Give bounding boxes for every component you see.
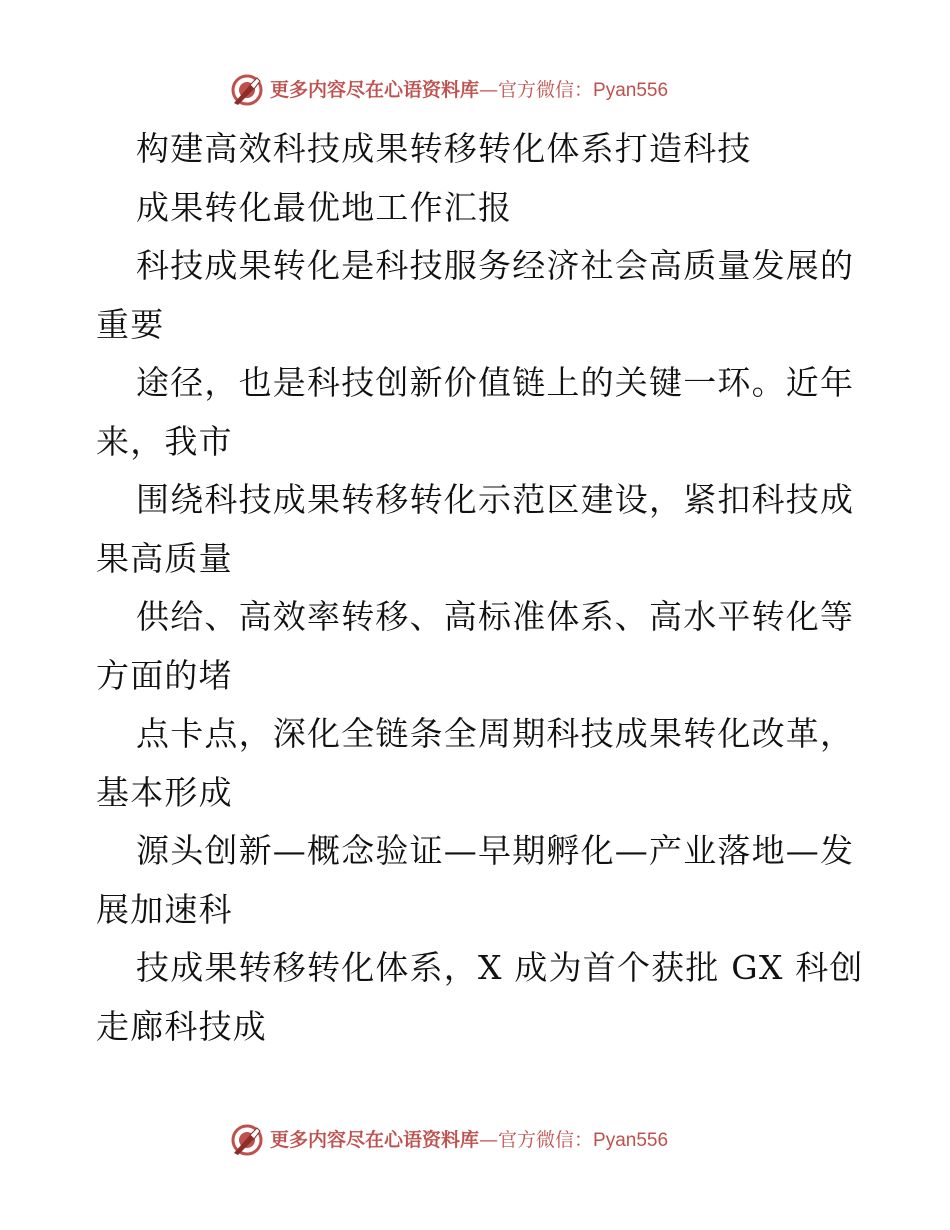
pen-logo-icon <box>230 1123 264 1157</box>
watermark-wechat-label: 官方微信： <box>498 1128 594 1151</box>
title-line-2: 成果转化最优地工作汇报 <box>136 187 513 227</box>
paragraph-line: 果高质量 <box>96 538 233 578</box>
watermark-text <box>270 72 668 109</box>
watermark-wechat-label: 官方微信： <box>498 78 594 101</box>
paragraph-line: 来，我市 <box>96 421 233 461</box>
paragraph-line: 重要 <box>96 304 165 344</box>
watermark-text <box>270 1122 668 1159</box>
paragraph-line: 方面的堵 <box>96 655 233 695</box>
paragraph-line: 科技成果转化是科技服务经济社会高质量发展的 <box>136 246 855 285</box>
watermark-site: 更多内容尽在心语资料库 <box>270 78 480 101</box>
watermark-site: 更多内容尽在心语资料库 <box>270 1128 480 1151</box>
paragraph-line: 源头创新—概念验证—早期孵化—产业落地—发 <box>136 831 855 870</box>
footer-watermark <box>230 1122 750 1158</box>
pen-logo-icon <box>230 73 264 107</box>
document-body <box>96 120 864 1056</box>
paragraph-line: 点卡点，深化全链条全周期科技成果转化改革， <box>136 714 855 753</box>
paragraph-line: 基本形成 <box>96 772 233 812</box>
watermark-dash: — <box>479 78 499 101</box>
watermark-wechat-id: Pyan556 <box>593 79 669 101</box>
title-line-1: 构建高效科技成果转移转化体系打造科技 <box>136 129 752 168</box>
paragraph-line: 走廊科技成 <box>96 1006 267 1046</box>
header-watermark <box>230 72 750 108</box>
paragraph-line: 途径，也是科技创新价值链上的关键一环。近年 <box>136 363 855 402</box>
paragraph-line: 技成果转移转化体系，X 成为首个获批 GX 科创 <box>136 948 864 987</box>
paragraph-line: 展加速科 <box>96 889 233 929</box>
watermark-dash: — <box>479 1128 499 1151</box>
paragraph-line: 围绕科技成果转移转化示范区建设，紧扣科技成 <box>136 480 855 519</box>
watermark-wechat-id: Pyan556 <box>593 1129 669 1151</box>
paragraph-line: 供给、高效率转移、高标准体系、高水平转化等 <box>136 597 855 636</box>
